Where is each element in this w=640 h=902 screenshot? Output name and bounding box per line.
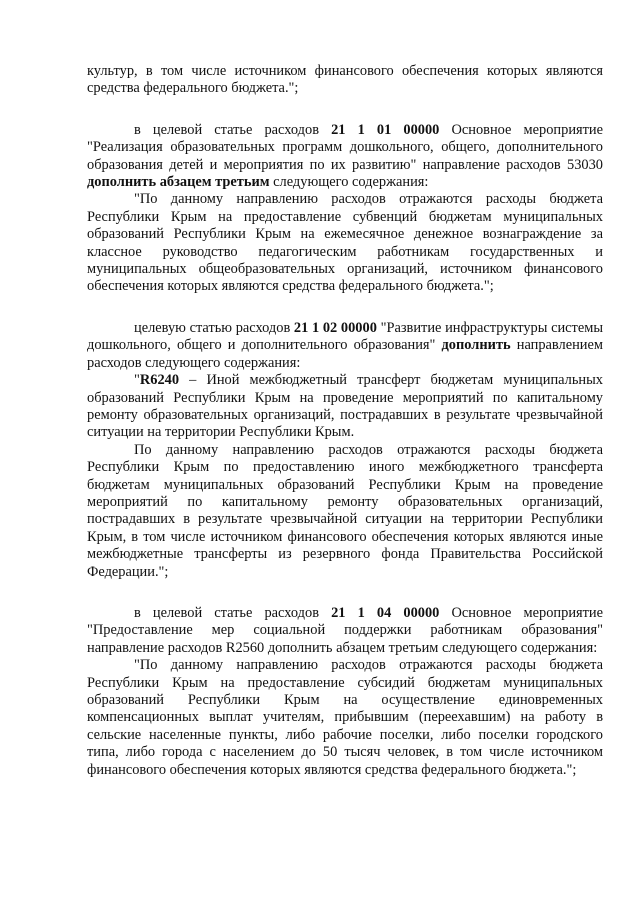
quote-open: " xyxy=(134,372,140,389)
lead-text: в целевой статье расходов xyxy=(134,121,332,138)
amendment-paragraph-1 xyxy=(87,122,603,192)
amendment-action: дополнить абзацем третьим xyxy=(87,174,270,191)
amendment-action: дополнить xyxy=(441,337,511,354)
amendment-paragraph-2 xyxy=(87,320,603,372)
direction-description-paragraph xyxy=(87,442,603,581)
spacer xyxy=(87,98,603,122)
spacer xyxy=(87,296,603,320)
lead-text: направлением расходов следующего содержания: xyxy=(87,337,603,371)
target-article-code: 21 1 02 00000 xyxy=(293,319,377,336)
quoted-text: "По данному направлению расходов отражаются расходы бюджета Республики Крым на предоставление субвенций бюджетам муниципальных образований Республики Крым на ежемесячное денежное вознаграждение за классное руководство педагогическим работникам государственных и муниципальных общеобразовательных организаций, источником финансового обеспечения которых являются средства федерального бюджета."; xyxy=(87,191,603,295)
lead-text: целевую статью расходов xyxy=(134,319,294,336)
quoted-paragraph-3 xyxy=(87,657,603,779)
lead-text: следующего содержания: xyxy=(269,174,429,191)
lead-text: Основное мероприятие "Предоставление мер социальной поддержки работникам образования" направление расходов R2560 дополнить абзацем третьим следующего содержания: xyxy=(87,604,604,656)
continuation-text: культур, в том числе источником финансового обеспечения которых являются средства федерального бюджета."; xyxy=(87,63,603,97)
direction-text: – Иной межбюджетный трансферт бюджетам муниципальных образований Республики Крым на проведение мероприятий по капитальному ремонту образовательных организаций, пострадавших в результате чрезвычайной ситуации на территории Республики Крым. xyxy=(87,372,603,441)
lead-text: Основное мероприятие "Реализация образовательных программ дошкольного, общего, дополнительного образования детей и мероприятия по их развитию" направление расходов 53030 xyxy=(87,121,604,173)
spacer xyxy=(87,581,603,605)
document-page xyxy=(87,63,603,779)
new-direction-paragraph xyxy=(87,372,603,442)
continuation-paragraph xyxy=(87,63,603,98)
direction-code: R6240 xyxy=(139,372,180,389)
lead-text: в целевой статье расходов xyxy=(134,604,332,621)
target-article-code: 21 1 04 00000 xyxy=(331,604,440,621)
lead-text: "Развитие инфраструктуры системы дошкольного, общего и дополнительного образования" xyxy=(87,319,604,354)
target-article-code: 21 1 01 00000 xyxy=(331,121,440,138)
description-text: По данному направлению расходов отражаются расходы бюджета Республики Крым по предоставлению иного межбюджетного трансферта бюджетам муниципальных образований Республики Крым на проведение мероприятий по капитальному ремонту образовательных организаций, пострадавших в результате чрезвычайной ситуации на территории Республики Крым, в том числе источником финансового обеспечения которых являются иные межбюджетные трансферты из резервного фонда Правительства Российской Федерации."; xyxy=(87,441,603,580)
amendment-paragraph-3 xyxy=(87,605,603,657)
quoted-text: "По данному направлению расходов отражаются расходы бюджета Республики Крым на предоставление субсидий бюджетам муниципальных образований Республики Крым на осуществление единовременных компенсационных выплат учителям, прибывшим (переехавшим) на работу в сельские населенные пункты, либо рабочие поселки, либо поселки городского типа, либо города с населением до 50 тысяч человек, в том числе источником финансового обеспечения которых являются средства федерального бюджета."; xyxy=(87,657,603,778)
quoted-paragraph-1 xyxy=(87,191,603,295)
